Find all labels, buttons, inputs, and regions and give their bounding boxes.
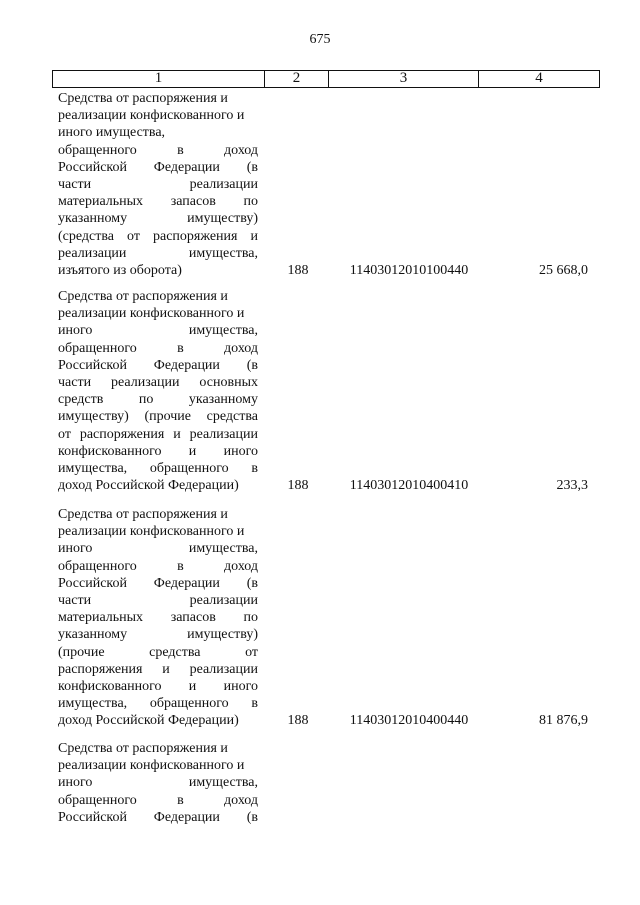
description-line: части реализации [58, 177, 258, 193]
description-line: части реализации основных [58, 375, 258, 391]
description-line: Средства от распоряжения и [58, 289, 228, 304]
description-line: обращенного в доход [58, 558, 258, 574]
amount-value: 25 668,0 [539, 263, 588, 278]
amount-value: 81 876,9 [539, 713, 588, 729]
row-description [58, 288, 258, 494]
description-line: Российской Федерации (в [58, 809, 258, 825]
admin-code: 188 [287, 263, 309, 278]
column-header-3: 3 [329, 71, 479, 87]
column-header-4: 4 [535, 70, 543, 86]
description-line: Российской Федерации (в [58, 159, 258, 175]
description-line: Средства от распоряжения и [58, 741, 228, 756]
column-header-2: 2 [265, 71, 329, 87]
description-line: иного имущества, [58, 775, 258, 791]
description-line: реализации конфискованного и [58, 758, 245, 774]
admin-code: 188 [287, 478, 309, 494]
table-row [52, 740, 600, 826]
description-line: иного имущества, [58, 323, 258, 339]
description-line: конфискованного и иного [58, 443, 258, 459]
description-line: указанному имуществу) [58, 211, 258, 227]
description-line: доход Российской Федерации) [58, 478, 239, 494]
description-line: имущества, обращенного в [58, 696, 258, 712]
description-line: средств по указанному [58, 392, 258, 408]
description-line: реализации конфискованного и [58, 306, 245, 322]
description-line: Средства от распоряжения и [58, 91, 228, 106]
description-line: Российской Федерации (в [58, 357, 258, 373]
table-row [52, 506, 600, 730]
description-line: части реализации [58, 593, 258, 609]
page-number: 675 [309, 32, 331, 47]
description-line: от распоряжения и реализации [58, 426, 258, 442]
description-line: изъятого из оборота) [58, 263, 182, 279]
description-line: обращенного в доход [58, 142, 258, 158]
description-line: распоряжения и реализации [58, 661, 258, 677]
description-line: реализации конфискованного и [58, 524, 245, 540]
description-line: имуществу) (прочие средства [58, 409, 258, 425]
row-description [58, 506, 258, 730]
budget-classification-code: 11403012010400440 [349, 713, 469, 729]
description-line: имущества, обращенного в [58, 461, 258, 477]
amount-value: 233,3 [556, 478, 588, 494]
table-header [52, 70, 600, 88]
description-line: Российской Федерации (в [58, 575, 258, 591]
column-header-1: 1 [53, 71, 265, 87]
description-line: иного имущества, [58, 125, 166, 141]
description-line: доход Российской Федерации) [58, 713, 239, 729]
description-line: реализации имущества, [58, 245, 258, 261]
description-line: иного имущества, [58, 541, 258, 557]
description-line: (прочие средства от [58, 644, 258, 660]
description-line: обращенного в доход [58, 792, 258, 808]
row-description [58, 740, 258, 826]
description-line: обращенного в доход [58, 340, 258, 356]
description-line: указанному имуществу) [58, 627, 258, 643]
table-row [52, 288, 600, 494]
description-line: (средства от распоряжения и [58, 228, 258, 244]
description-line: материальных запасов по [58, 194, 258, 210]
budget-classification-code: 11403012010100440 [349, 263, 469, 278]
description-line: реализации конфискованного и [58, 108, 245, 124]
table-row [52, 90, 600, 279]
description-line: конфискованного и иного [58, 679, 258, 695]
description-line: Средства от распоряжения и [58, 507, 228, 522]
budget-classification-code: 11403012010400410 [349, 478, 469, 494]
admin-code: 188 [287, 713, 309, 729]
description-line: материальных запасов по [58, 610, 258, 626]
row-description [58, 90, 258, 279]
